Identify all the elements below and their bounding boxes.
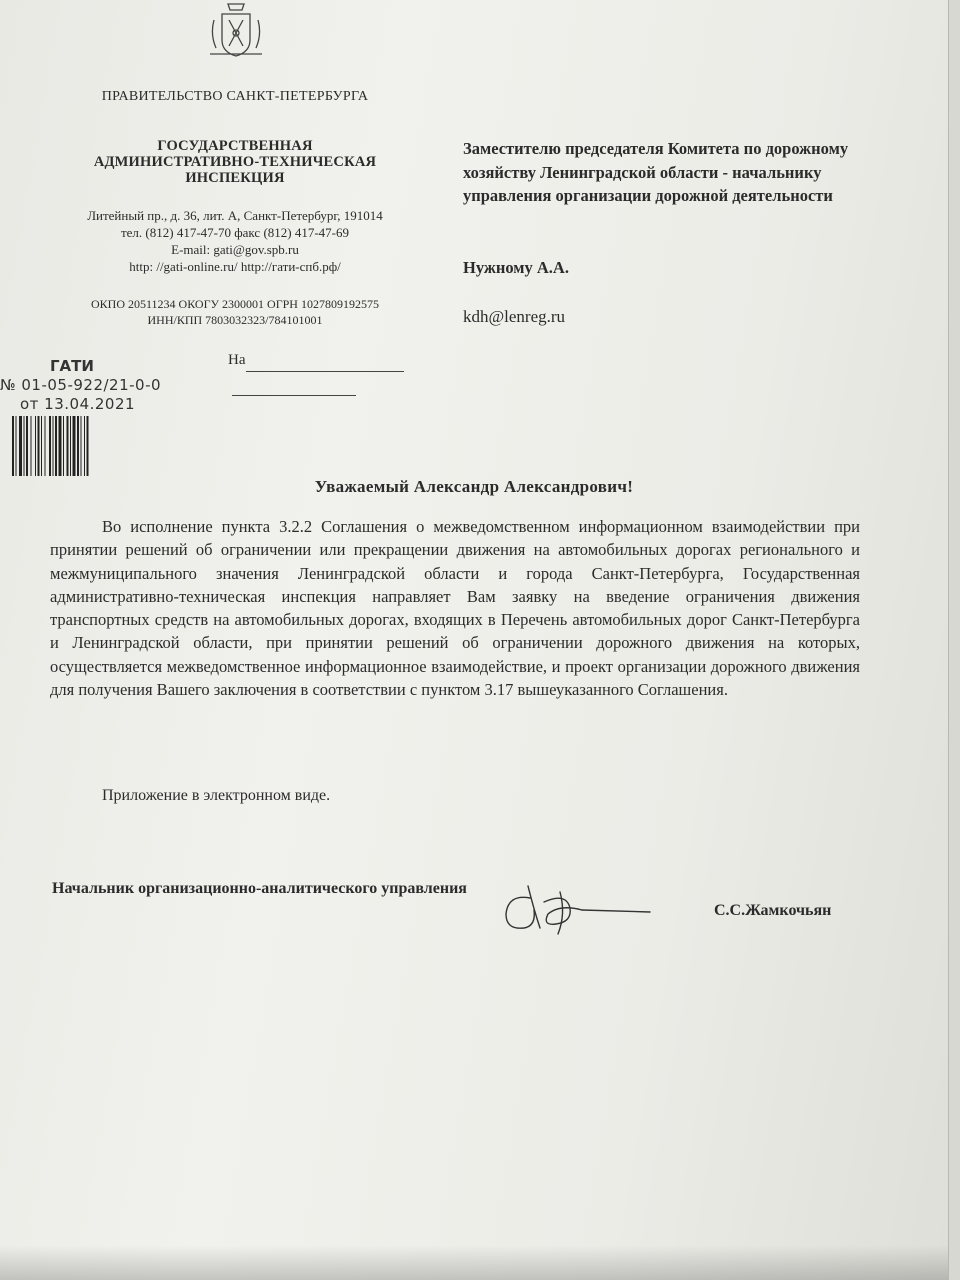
- codes-line: ОКПО 20511234 ОКОГУ 2300001 ОГРН 1027809192575: [91, 297, 379, 311]
- phone-fax: тел. (812) 417-47-70 факс (812) 417-47-69: [120, 225, 350, 240]
- salutation: Уважаемый Александр Александрович!: [314, 477, 634, 496]
- recipient-position: Заместителю председателя Комитета по дорожному хозяйству Ленинградской области - начальнику управления организации дорожной деятельности: [463, 139, 849, 205]
- reference-date-line: [232, 395, 356, 396]
- stamp-date: от 13.04.2021: [20, 395, 136, 413]
- registration-stamp: [0, 357, 180, 414]
- organization-name-line: ИНСПЕКЦИЯ: [185, 170, 285, 186]
- reference-sign: На: [228, 352, 246, 368]
- barcode: [12, 416, 148, 476]
- stamp-title: ГАТИ: [50, 357, 94, 375]
- photo-shadow: [0, 1245, 948, 1280]
- letter-body: Во исполнение пункта 3.2.2 Соглашения о межведомственном информационном взаимодействии при принятии решений об ограничении или прекращении движения на автомобильных дорогах регионального и межмуниципального значения Ленинградской области и города Санкт-Петербурга, Государственная административно-техническая инспекция направляет Вам заявку на введение ограничения движения транспортных средств на автомобильных дорогах, входящих в Перечень автомобильных дорог Санкт-Петербурга и Ленинградской области, при принятии решений об ограничении дорожного движения на которых, осуществляется межведомственное информационное взаимодействие, и проект организации дорожного движения для получения Вашего заключения в соответствии с пунктом 3.17 вышеуказанного Соглашения.: [50, 517, 860, 700]
- reference-number-line: [246, 371, 404, 372]
- organization-name: [60, 138, 410, 186]
- recipient-email: kdh@lenreg.ru: [463, 307, 566, 326]
- handwritten-signature: [490, 880, 660, 940]
- recipient-name: Нужному А.А.: [463, 258, 569, 277]
- organization-contacts: [40, 207, 430, 275]
- organization-name-line: ГОСУДАРСТВЕННАЯ: [157, 138, 313, 154]
- signer-name: С.С.Жамкочьян: [714, 902, 832, 919]
- organization-name-line: АДМИНИСТРАТИВНО-ТЕХНИЧЕСКАЯ: [93, 154, 377, 170]
- attachment-note: Приложение в электронном виде.: [102, 787, 331, 804]
- registry-codes: [40, 296, 430, 328]
- coat-of-arms-icon: [196, 0, 276, 60]
- signer-title: Начальник организационно-аналитического управления: [52, 880, 467, 897]
- email: E-mail: gati@gov.spb.ru: [171, 242, 299, 257]
- codes-line: ИНН/КПП 7803032323/784101001: [147, 313, 323, 327]
- address: Литейный пр., д. 36, лит. А, Санкт-Петербург, 191014: [87, 208, 383, 223]
- stamp-number: № 01-05-922/21-0-0: [0, 376, 162, 394]
- websites: http: //gati-online.ru/ http://гати-спб.рф/: [129, 259, 341, 274]
- government-name: ПРАВИТЕЛЬСТВО САНКТ-ПЕТЕРБУРГА: [101, 89, 369, 104]
